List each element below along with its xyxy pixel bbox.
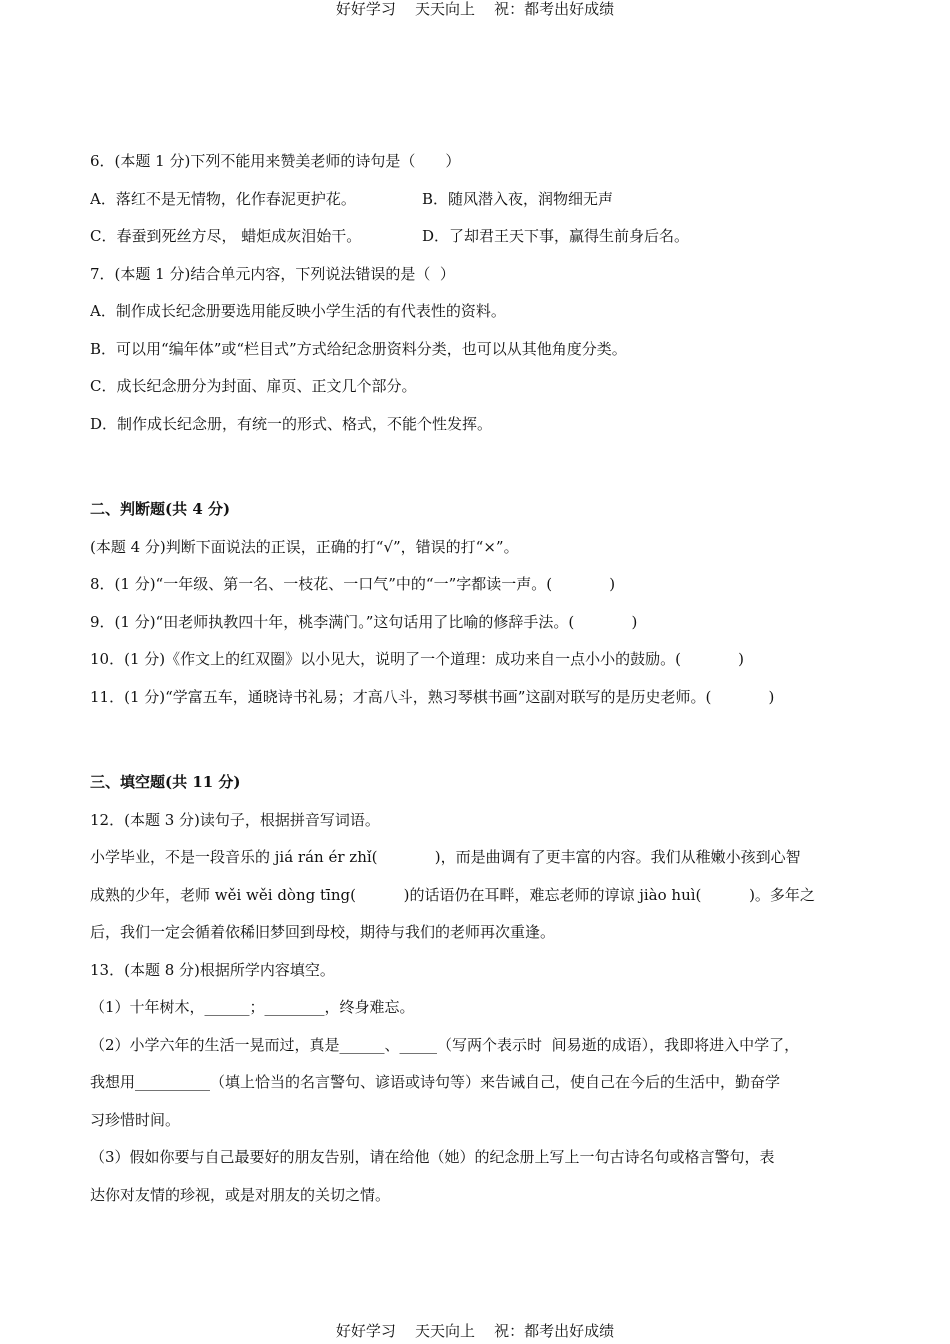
q8: 8．(1 分)“一年级、第一名、一枝花、一口气”中的“一”字都读一声。( ) [90, 575, 616, 593]
spacer [90, 716, 860, 764]
q6-option-b: B．随风潜入夜，润物细无声 [422, 189, 614, 208]
q7-stem: 7．(本题 1 分)结合单元内容，下列说法错误的是（ ） [90, 264, 455, 283]
q7-option-b: B．可以用“编年体”或“栏目式”方式给纪念册资料分类，也可以从其他角度分类。 [90, 339, 627, 358]
q12-line-2: 成熟的少年，老师 wěi wěi dòng tīng( )的话语仍在耳畔，难忘老师的谆谅 jiào huì( )。多年之 [90, 885, 815, 904]
section2-intro: (本题 4 分)判断下面说法的正误，正确的打“√”，错误的打“×”。 [90, 537, 519, 556]
q6-options-cd [90, 218, 860, 256]
section3-title: 三、填空题(共 11 分) [90, 773, 241, 791]
q7-option-d: D．制作成长纪念册，有统一的形式、格式，不能个性发挥。 [90, 414, 493, 433]
q7-option-a: A．制作成长纪念册要选用能反映小学生活的有代表性的资料。 [90, 302, 506, 320]
q11: 11．(1 分)“学富五车，通晓诗书礼易；才高八斗，熟习琴棋书画”这副对联写的是历史老师。( ) [90, 687, 775, 706]
q13-part2-line1: （2）小学六年的生活一晃而过，真是______、_____（写两个表示时 间易逝的成语），我即将进入中学了， [90, 1035, 800, 1054]
q12-line-1: 小学毕业，不是一段音乐的 jiá rán ér zhǐ( )，而是曲调有了更丰富的内容。我们从稚嫩小孩到心智 [90, 848, 801, 866]
page-footer: 好好学习 天天向上 祝：都考出好成绩 [335, 1322, 615, 1340]
section2-title: 二、判断题(共 4 分) [90, 500, 231, 518]
q6-option-d: D．了却君王天下事，赢得生前身后名。 [422, 227, 690, 245]
q6-option-a: A．落红不是无情物，化作春泥更护花。 [90, 189, 356, 208]
q6-options-ab [90, 181, 860, 219]
q9: 9．(1 分)“田老师执教四十年，桃李满门。”这句话用了比喻的修辞手法。( ) [90, 612, 638, 631]
q6-option-c: C．春蚕到死丝方尽， 蜡炬成灰泪始干。 [90, 227, 362, 245]
exam-content [90, 143, 860, 1214]
q12-stem: 12．(本题 3 分)读句子，根据拼音写词语。 [90, 810, 380, 829]
q10: 10．(1 分)《作文上的红双圈》以小见大，说明了一个道理：成功来自一点小小的鼓励。( ) [90, 650, 745, 668]
q13-stem: 13．(本题 8 分)根据所学内容填空。 [90, 960, 335, 979]
q13-part2-line3: 习珍惜时间。 [90, 1110, 181, 1129]
q13-part2-line2: 我想用__________（填上恰当的名言警句、谚语或诗句等）来告诫自己，使自己在今后的生活中，勤奋学 [90, 1073, 781, 1091]
q12-line-3: 后，我们一定会循着依稀旧梦回到母校，期待与我们的老师再次重逢。 [90, 923, 556, 941]
q6-stem: 6．(本题 1 分)下列不能用来赞美老师的诗句是（ ） [90, 152, 461, 170]
page-header: 好好学习 天天向上 祝：都考出好成绩 [335, 0, 615, 18]
spacer [90, 443, 860, 491]
q13-part3-line1: （3）假如你要与自己最要好的朋友告别，请在给他（她）的纪念册上写上一句古诗名句或格言警句，表 [90, 1148, 775, 1166]
q13-part1: （1）十年树木，______；________，终身难忘。 [90, 998, 415, 1016]
q13-part3-line2: 达你对友情的珍视，或是对朋友的关切之情。 [90, 1185, 391, 1204]
q7-option-c: C．成长纪念册分为封面、扉页、正文几个部分。 [90, 377, 417, 395]
